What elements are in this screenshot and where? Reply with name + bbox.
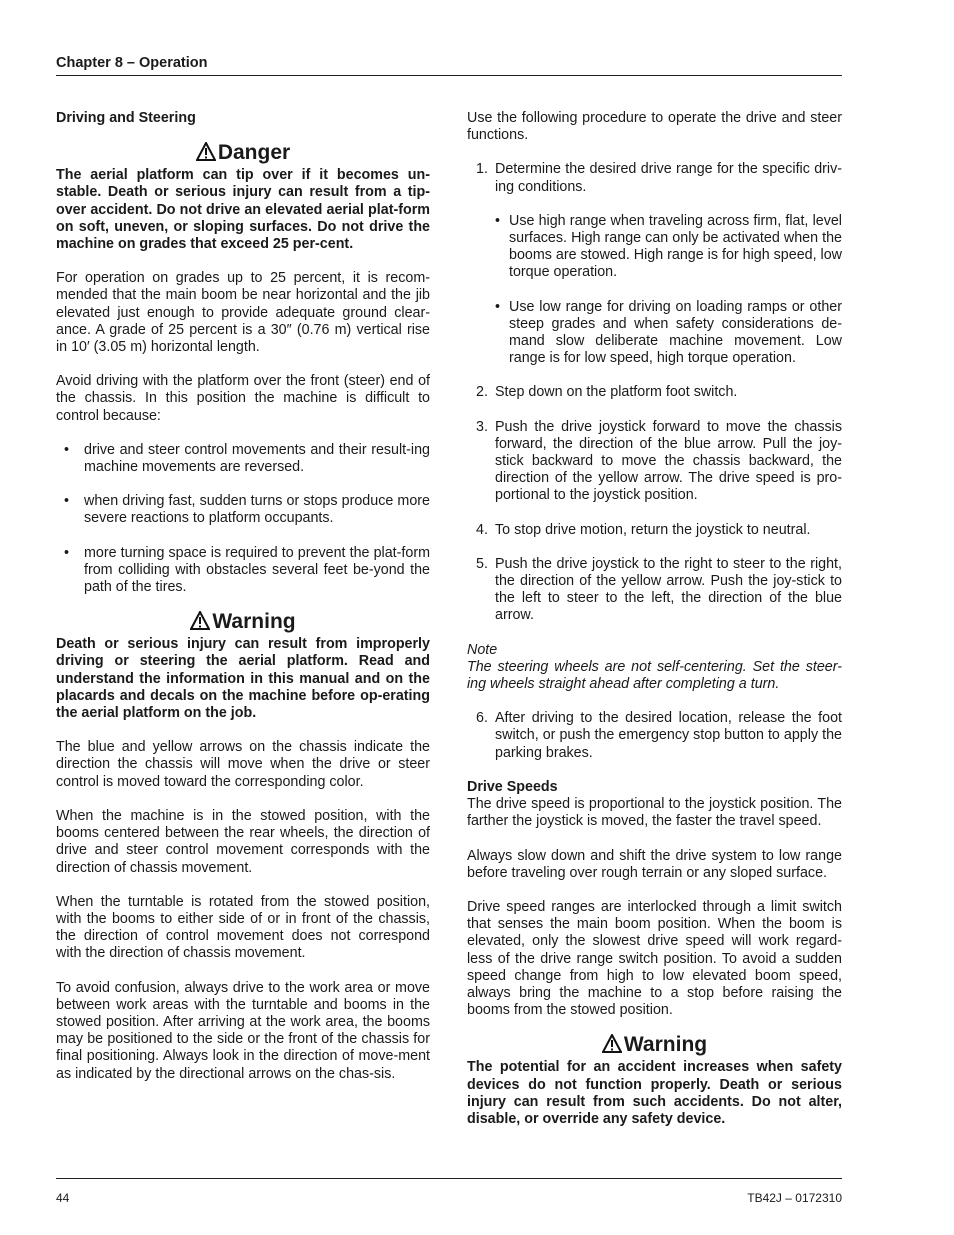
left-column	[56, 110, 430, 1083]
step-item: 3. Push the drive joystick forward to move the chassis forward, the direction of the blue arrow. Pull the joy-stick backward to move the chassis backward, the direction of the yellow arrow. The drive speed is pro-portional to the joystick position.	[476, 418, 842, 504]
warning-triangle-icon	[190, 611, 210, 630]
list-item: • when driving fast, sudden turns or stops produce more severe reactions to platform occupants.	[64, 493, 430, 527]
warning-triangle-icon	[196, 142, 216, 161]
paragraph: Always slow down and shift the drive system to low range before traveling over rough terrain or any sloped surface.	[467, 847, 842, 881]
page-number: 44	[56, 1191, 70, 1205]
footer-rule	[56, 1178, 842, 1179]
step-text: Step down on the platform foot switch.	[495, 384, 738, 401]
note-label: Note	[467, 641, 498, 658]
note-text: The steering wheels are not self-centering. Set the steer-ing wheels straight ahead after completing a turn.	[467, 658, 842, 693]
list-item-text: drive and steer control movements and their result-ing machine movements are reversed.	[84, 441, 430, 476]
list-item-text: more turning space is required to prevent the plat-form from colliding with obstacles several feet be-yond the path of the tires.	[84, 544, 430, 596]
sub-list-text: Use low range for driving on loading ramps or other steep grades and when safety considerations de-mand slow deliberate machine movement. Low range is for low speed, high torque operation.	[509, 298, 842, 367]
danger-text: The aerial platform can tip over if it becomes un-stable. Death or serious injury can result from a tip-over accident. Do not drive an elevated aerial plat-form on soft, uneven, or sloping surfaces. Do not drive the machine on grades that exceed 25 per-cent.	[56, 167, 430, 253]
danger-title	[56, 141, 430, 165]
step-text: Determine the desired drive range for the specific driv-ing conditions.	[495, 161, 842, 195]
paragraph: The blue and yellow arrows on the chassis indicate the direction the chassis will move when the drive or steer control is moved toward the corresponding color.	[56, 739, 430, 790]
danger-title-text: Danger	[217, 141, 291, 165]
warning-title-text: Warning	[623, 1033, 708, 1057]
paragraph: Avoid driving with the platform over the front (steer) end of the chassis. In this position the machine is difficult to control because:	[56, 373, 430, 424]
step-item: 4. To stop drive motion, return the joystick to neutral.	[467, 522, 842, 539]
document-id: TB42J – 0172310	[747, 1191, 842, 1205]
warning-title	[56, 610, 430, 634]
subsection-heading: Drive Speeds	[467, 778, 558, 795]
paragraph: The drive speed is proportional to the joystick position. The farther the joystick is moved, the faster the travel speed.	[467, 796, 842, 830]
paragraph: To avoid confusion, always drive to the work area or move between work areas with the turntable and booms in the stowed position. After arriving at the work area, the booms may be positioned to the side or the front of the chassis for final positioning. Always look in the direction of move-ment as indicated by the directional arrows on the chas-sis.	[56, 979, 430, 1082]
right-column	[467, 110, 842, 1128]
step-item: 2. Step down on the platform foot switch.	[467, 384, 842, 401]
step-text: After driving to the desired location, release the foot switch, or push the emergency stop button to apply the parking brakes.	[495, 710, 842, 761]
step-item: 6. After driving to the desired location, release the foot switch, or push the emergency stop button to apply the parking brakes.	[476, 710, 842, 761]
paragraph: Use the following procedure to operate the drive and steer functions.	[467, 110, 842, 144]
section-heading: Driving and Steering	[56, 110, 196, 126]
step-text: Push the drive joystick forward to move the chassis forward, the direction of the blue arrow. Pull the joy-stick backward to move the chassis backward, the direction of the yellow arrow. The drive speed is pro-portional to the joystick position.	[495, 418, 842, 504]
list-item: • more turning space is required to prevent the plat-form from colliding with obstacles several feet be-yond the path of the tires.	[64, 544, 430, 596]
warning-title-text: Warning	[212, 610, 296, 634]
sub-list-item: • Use high range when traveling across firm, flat, level surfaces. High range can only be activated when the booms are stowed. High range is for high speed, low torque operation.	[495, 212, 842, 281]
paragraph: When the machine is in the stowed position, with the booms centered between the rear wheels, the direction of drive and steer control movement corresponds with the direction of chassis movement.	[56, 807, 430, 876]
step-item: 1. Determine the desired drive range for the specific driv-ing conditions.	[476, 161, 842, 195]
paragraph: Drive speed ranges are interlocked through a limit switch that senses the main boom position. When the boom is elevated, only the slowest drive speed will work regard-less of the drive range switch position. To avoid a sudden speed change from high to low elevated boom speed, always bring the machine to a stop before raising the booms from the stowed position.	[467, 898, 842, 1019]
step-item: 5. Push the drive joystick to the right to steer to the right, the direction of the yellow arrow. Push the joy-stick to the left to steer to the left, the direction of the blue arrow.	[476, 555, 842, 624]
step-text: To stop drive motion, return the joystick to neutral.	[495, 521, 811, 538]
list-item: • drive and steer control movements and their result-ing machine movements are reversed.	[64, 441, 430, 476]
warning-triangle-icon	[602, 1034, 622, 1053]
warning-title	[467, 1033, 842, 1057]
sub-list-item: • Use low range for driving on loading ramps or other steep grades and when safety considerations de-mand slow deliberate machine movement. Low range is for low speed, high torque operation.	[495, 298, 842, 367]
header-rule	[56, 75, 842, 76]
paragraph: When the turntable is rotated from the stowed position, with the booms to either side of or in front of the chassis, the direction of control movement does not correspond with the direction of chassis movement.	[56, 893, 430, 962]
paragraph: For operation on grades up to 25 percent, it is recom-mended that the main boom be near horizontal and the jib elevated just enough to provide adequate ground clear-ance. A grade of 25 percent is a 30″ (0.76 m) vertical rise in 10′ (3.05 m) horizontal length.	[56, 270, 430, 356]
sub-list-text: Use high range when traveling across firm, flat, level surfaces. High range can only be activated when the booms are stowed. High range is for high speed, low torque operation.	[509, 212, 842, 281]
warning-text: Death or serious injury can result from improperly driving or steering the aerial platform. Read and understand the information in this manual and on the placards and decals on the machine before op-erating the aerial platform on the job.	[56, 636, 430, 722]
warning-text: The potential for an accident increases when safety devices do not function properly. Death or serious injury can result from such accidents. Do not alter, disable, or override any safety device.	[467, 1059, 842, 1127]
step-text: Push the drive joystick to the right to steer to the right, the direction of the yellow arrow. Push the joy-stick to the left to steer to the left, the direction of the blue arrow.	[495, 555, 842, 624]
chapter-header: Chapter 8 – Operation	[56, 55, 208, 71]
list-item-text: when driving fast, sudden turns or stops produce more severe reactions to platform occupants.	[84, 493, 430, 527]
